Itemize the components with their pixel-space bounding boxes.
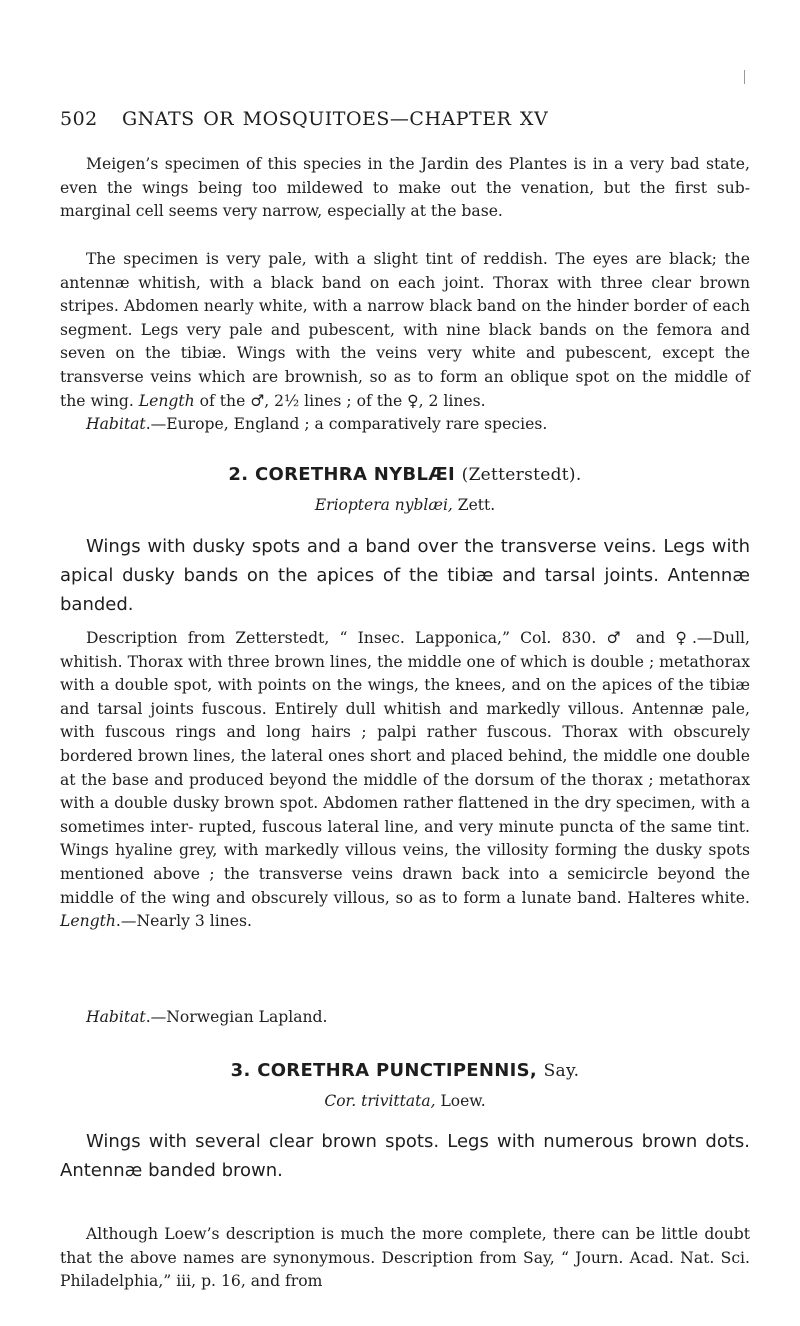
intro-paragraph-1: Meigen’s specimen of this species in the Jardin des Plantes is in a very bad state, even the wings being too mildewed to make out the venation, but the first sub-marginal cell seems very narrow, especially at the base. [60, 155, 750, 221]
habitat-paragraph [60, 413, 750, 437]
species-3-name: CORETHRA PUNCTIPENNIS, [257, 1060, 538, 1081]
species-2-synonym-name: Erioptera nyblæi, [314, 496, 453, 514]
margin-mark [744, 70, 745, 84]
species-2-description-text: Description from Zetterstedt, “ Insec. Lapponica,” Col. 830. ♂ and ♀.—Dull, whitish. Thorax with three brown lines, the middle one of which is double ; metathorax with a double spot, with points on the wings, the knees, and on the apices of the tibiæ and tarsal joints fuscous. Entirely dull whitish and markedly villous. Antennæ pale, with fuscous rings and long hairs ; palpi rather fuscous. Thorax with obscurely bordered brown lines, the lateral ones short and placed behind, the middle one double at the base and produced beyond the middle of the dorsum of the thorax ; metathorax with a double dusky brown spot. Abdomen rather flattened in the dry specimen, with a sometimes inter- rupted, fuscous lateral line, and very minute puncta of the same tint. Wings hyaline grey, with markedly villous veins, the villosity forming the dusky spots mentioned above ; the transverse veins drawn back into a semicircle beyond the middle of the wing and obscurely villous, so as to form a lunate band. Halteres white. [60, 629, 750, 907]
intro-paragraph-2 [60, 248, 750, 413]
length-label: Length [138, 391, 195, 410]
species-3-description: Although Loew’s description is much the more complete, there can be little doubt that the above names are synonymous. Description from Say, “ Journ. Acad. Nat. Sci. Philadelphia,” iii, p. 16, and from [60, 1225, 750, 1291]
species-2-synonym-author: Zett. [457, 496, 496, 514]
species-3-synonym-name: Cor. trivittata, [324, 1092, 436, 1110]
species-2-heading [60, 464, 750, 485]
species-2-synonym [60, 496, 750, 514]
species-2-description [60, 627, 750, 934]
species-2-habitat-value: .—Norwegian Lapland. [145, 1008, 328, 1026]
species-2-diagnosis: Wings with dusky spots and a band over the transverse veins. Legs with apical dusky bands on the apices of the tibiæ and tarsal joints. Antennæ banded. [60, 536, 750, 615]
running-title: GNATS OR MOSQUITOES—CHAPTER XV [122, 108, 549, 130]
species-3-diagnosis: Wings with several clear brown spots. Legs with numerous brown dots. Antennæ banded brown. [60, 1131, 750, 1181]
page-number: 502 [60, 108, 98, 130]
species-3-number: 3. [230, 1060, 251, 1081]
intro-paragraph-2-text: The specimen is very pale, with a slight tint of reddish. The eyes are black; the antennæ whitish, with a black band on each joint. Thorax with three clear brown stripes. Abdomen nearly white, with a narrow black band on the hinder border of each segment. Legs very pale and pubescent, with nine black bands on the femora and seven on the tibiæ. Wings with the veins very white and pubescent, except the transverse veins which are brownish, so as to form an oblique spot on the middle of the wing. [60, 250, 750, 410]
length-value: of the ♂, 2½ lines ; of the ♀, 2 lines. [194, 391, 486, 410]
species-2-name: CORETHRA NYBLÆI [254, 464, 456, 485]
species-2-habitat-label: Habitat [86, 1008, 146, 1026]
species-2-habitat [60, 1006, 750, 1030]
species-3-author: Say. [543, 1061, 580, 1081]
species-2-number: 2. [228, 464, 249, 485]
species-2-length-value: .—Nearly 3 lines. [115, 912, 252, 931]
species-3-synonym [60, 1092, 750, 1110]
species-3-heading [60, 1060, 750, 1081]
page-header [60, 108, 750, 134]
species-2-author: (Zetterstedt). [461, 465, 582, 485]
habitat-value: .—Europe, England ; a comparatively rare species. [145, 415, 548, 433]
species-2-length-label: Length [60, 912, 116, 931]
habitat-label: Habitat [86, 415, 146, 433]
species-3-synonym-author: Loew. [440, 1092, 486, 1110]
